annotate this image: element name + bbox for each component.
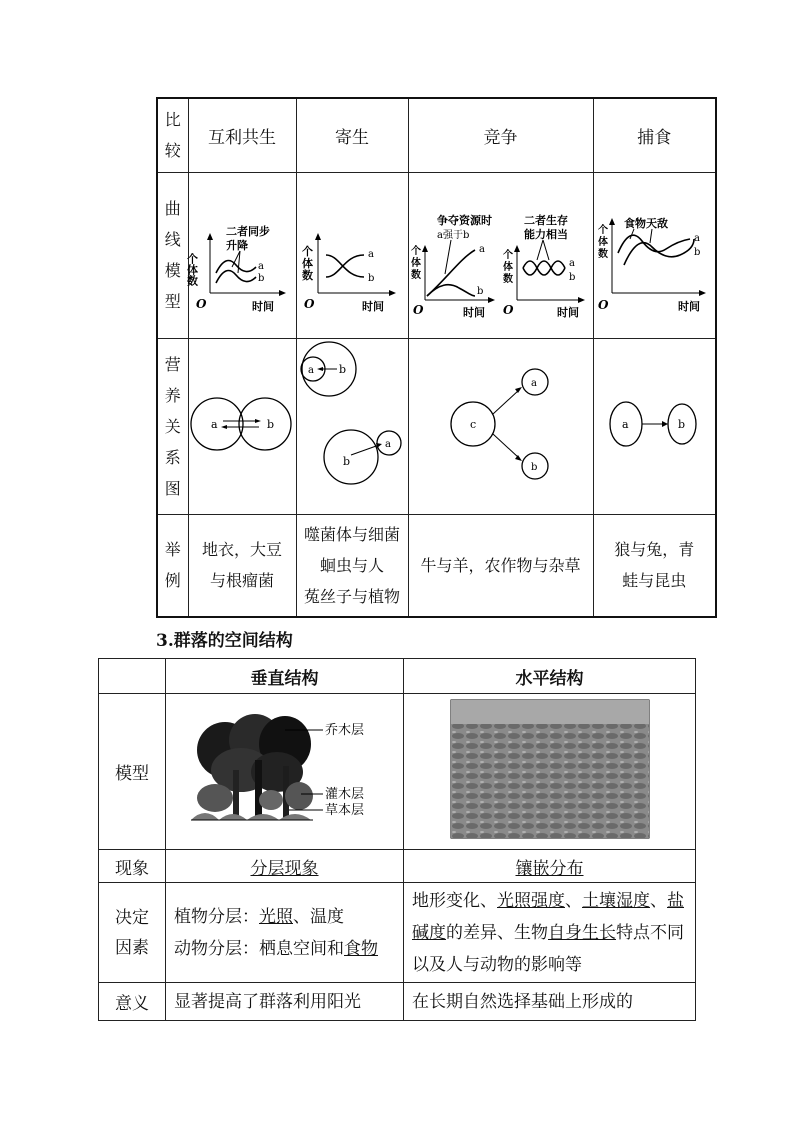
forest-layers-illustration bbox=[185, 710, 385, 828]
competition-curve-diagram bbox=[409, 188, 592, 318]
origin-label: O bbox=[413, 303, 424, 317]
row-label-food: 营养关系图 bbox=[157, 338, 188, 514]
x-axis-label: 时间 bbox=[252, 300, 274, 313]
horizontal-factor bbox=[404, 883, 696, 983]
vertical-header: 垂直结构 bbox=[166, 659, 404, 694]
header-competition: 竞争 bbox=[408, 98, 593, 172]
herb-layer-label: 草本层 bbox=[324, 803, 364, 818]
animal-food: 食物 bbox=[344, 938, 378, 959]
food-competition bbox=[408, 338, 593, 514]
food-parasitism bbox=[296, 338, 408, 514]
vertical-phenomenon: 分层现象 bbox=[166, 850, 404, 883]
y-axis-label: 数 bbox=[598, 249, 609, 260]
node-a: a bbox=[210, 418, 218, 431]
example-line: 噬菌体与细菌 bbox=[303, 524, 400, 544]
factor-growth: 自身生长 bbox=[548, 922, 616, 943]
mutualism-curve-diagram bbox=[185, 193, 294, 313]
series-b-label: b bbox=[258, 273, 265, 284]
vertical-model bbox=[166, 694, 404, 850]
y-axis-label: 体 bbox=[302, 257, 313, 270]
phenomenon-label: 现象 bbox=[99, 850, 166, 883]
series-b-label: b bbox=[477, 286, 484, 297]
node-a: a bbox=[384, 439, 391, 450]
curve-competition bbox=[408, 172, 593, 338]
section-title: 3.群落的空间结构 bbox=[156, 631, 293, 651]
competition-note-2a: 二者生存 bbox=[524, 214, 568, 227]
factor-label bbox=[99, 883, 166, 983]
x-axis-label: 时间 bbox=[678, 300, 701, 313]
series-a-label: a bbox=[569, 258, 575, 269]
shrub-layer-label: 灌木层 bbox=[324, 787, 364, 802]
header-parasitism: 寄生 bbox=[296, 98, 408, 172]
x-axis-label: 时间 bbox=[463, 306, 485, 319]
example-line: 菟丝子与植物 bbox=[303, 586, 400, 606]
horizontal-meaning: 在长期自然选择基础上形成的 bbox=[404, 983, 696, 1021]
y-axis-label: 数 bbox=[411, 270, 421, 281]
competition-note-1: 争夺资源时 bbox=[437, 214, 492, 227]
example-line: 与根瘤菌 bbox=[209, 571, 274, 591]
competition-note-1b: a强于b bbox=[437, 230, 470, 241]
curve-mutualism bbox=[185, 172, 296, 338]
curve-parasitism bbox=[296, 172, 408, 338]
y-axis-label: 数 bbox=[503, 274, 513, 285]
series-b-label: b bbox=[694, 247, 701, 258]
y-axis-label: 个 bbox=[302, 245, 313, 258]
factor-light: 光照强度 bbox=[497, 890, 565, 911]
parasitism-food-diagram bbox=[297, 339, 409, 509]
node-b: b bbox=[266, 418, 274, 431]
origin-label: O bbox=[503, 303, 514, 317]
row-label-curve: 曲线模型 bbox=[157, 172, 188, 338]
factor-text: 、 bbox=[565, 890, 582, 911]
example-line: 牛与羊，农作物与杂草 bbox=[420, 555, 581, 575]
competition-food-diagram bbox=[409, 364, 592, 484]
node-b: b bbox=[678, 418, 686, 431]
grassland-photo bbox=[451, 700, 649, 838]
plant-factor bbox=[174, 901, 403, 933]
meaning-label: 意义 bbox=[99, 983, 166, 1021]
node-c: c bbox=[470, 418, 477, 431]
plant-rest: 、温度 bbox=[293, 906, 344, 927]
horizontal-phenomenon: 镶嵌分布 bbox=[404, 850, 696, 883]
node-a: a bbox=[531, 378, 537, 389]
factor-text: 的差异、生物 bbox=[446, 922, 548, 943]
series-a-label: a bbox=[258, 261, 264, 272]
x-axis-label: 时间 bbox=[362, 300, 384, 313]
x-axis-label: 时间 bbox=[557, 306, 579, 319]
node-b: b bbox=[342, 455, 350, 468]
example-line: 狼与兔，青 bbox=[614, 540, 695, 560]
factor-text: 特点不同以及人与动物的影响等 bbox=[412, 922, 684, 975]
factor-soil: 土壤湿度 bbox=[582, 890, 650, 911]
example-line: 地衣，大豆 bbox=[201, 540, 282, 560]
y-axis-label: 个 bbox=[411, 246, 421, 257]
example-line: 蛔虫与人 bbox=[319, 555, 384, 575]
y-axis-label: 体 bbox=[503, 262, 513, 273]
factor-label-line: 因素 bbox=[115, 937, 149, 958]
spatial-structure-table bbox=[98, 658, 696, 1021]
predation-note: 食物天敌 bbox=[624, 217, 669, 230]
series-b-label: b bbox=[368, 273, 375, 284]
factor-salinity: 盐碱度 bbox=[412, 890, 684, 943]
food-mutualism bbox=[188, 338, 296, 514]
header-predation: 捕食 bbox=[593, 98, 716, 172]
curve-predation bbox=[593, 172, 716, 338]
plant-light: 光照 bbox=[259, 906, 293, 927]
vertical-meaning: 显著提高了群落利用阳光 bbox=[166, 983, 404, 1021]
factor-text: 、 bbox=[650, 890, 667, 911]
origin-label: O bbox=[196, 297, 207, 311]
predation-food-diagram bbox=[594, 384, 714, 464]
header-compare: 比较 bbox=[157, 98, 188, 172]
example-predation bbox=[593, 514, 716, 617]
row-label-example: 举例 bbox=[157, 514, 188, 617]
model-label: 模型 bbox=[99, 694, 166, 850]
factor-label-line: 决定 bbox=[115, 907, 149, 928]
corner-cell bbox=[99, 659, 166, 694]
node-b: b bbox=[531, 462, 538, 473]
example-mutualism bbox=[188, 514, 296, 617]
series-a-label: a bbox=[479, 244, 485, 255]
relationship-table bbox=[156, 97, 717, 618]
parasitism-curve-diagram bbox=[298, 193, 406, 313]
vertical-factor bbox=[166, 883, 404, 983]
mutualism-note-1: 二者同步 bbox=[226, 225, 270, 238]
header-mutualism: 互利共生 bbox=[188, 98, 296, 172]
node-a: a bbox=[307, 365, 314, 376]
animal-prefix: 动物分层：栖息空间和 bbox=[174, 938, 344, 959]
mutualism-food-diagram bbox=[189, 384, 297, 464]
food-predation bbox=[593, 338, 716, 514]
y-axis-label: 个 bbox=[598, 225, 609, 236]
example-line: 蛙与昆虫 bbox=[622, 571, 687, 591]
node-a: a bbox=[622, 418, 629, 431]
mutualism-note-2: 升降 bbox=[226, 239, 248, 252]
series-a-label: a bbox=[368, 249, 374, 260]
competition-note-2b: 能力相当 bbox=[524, 228, 568, 241]
animal-factor bbox=[174, 933, 403, 965]
y-axis-label: 体 bbox=[598, 237, 609, 248]
series-b-label: b bbox=[569, 272, 576, 283]
origin-label: O bbox=[598, 298, 609, 312]
factor-text: 地形变化、 bbox=[412, 890, 497, 911]
origin-label: O bbox=[304, 297, 315, 311]
tree-layer-label: 乔木层 bbox=[324, 723, 364, 738]
y-axis-label: 个 bbox=[503, 250, 513, 261]
example-competition bbox=[408, 514, 593, 617]
predation-curve-diagram bbox=[594, 193, 714, 313]
horizontal-model bbox=[404, 694, 696, 850]
plant-prefix: 植物分层： bbox=[174, 906, 259, 927]
y-axis-label: 体 bbox=[411, 258, 421, 269]
horizontal-header: 水平结构 bbox=[404, 659, 696, 694]
y-axis-label: 个体数 bbox=[185, 253, 199, 286]
node-b: b bbox=[338, 363, 346, 376]
example-parasitism bbox=[296, 514, 408, 617]
series-a-label: a bbox=[694, 233, 701, 244]
y-axis-label: 数 bbox=[302, 269, 313, 282]
